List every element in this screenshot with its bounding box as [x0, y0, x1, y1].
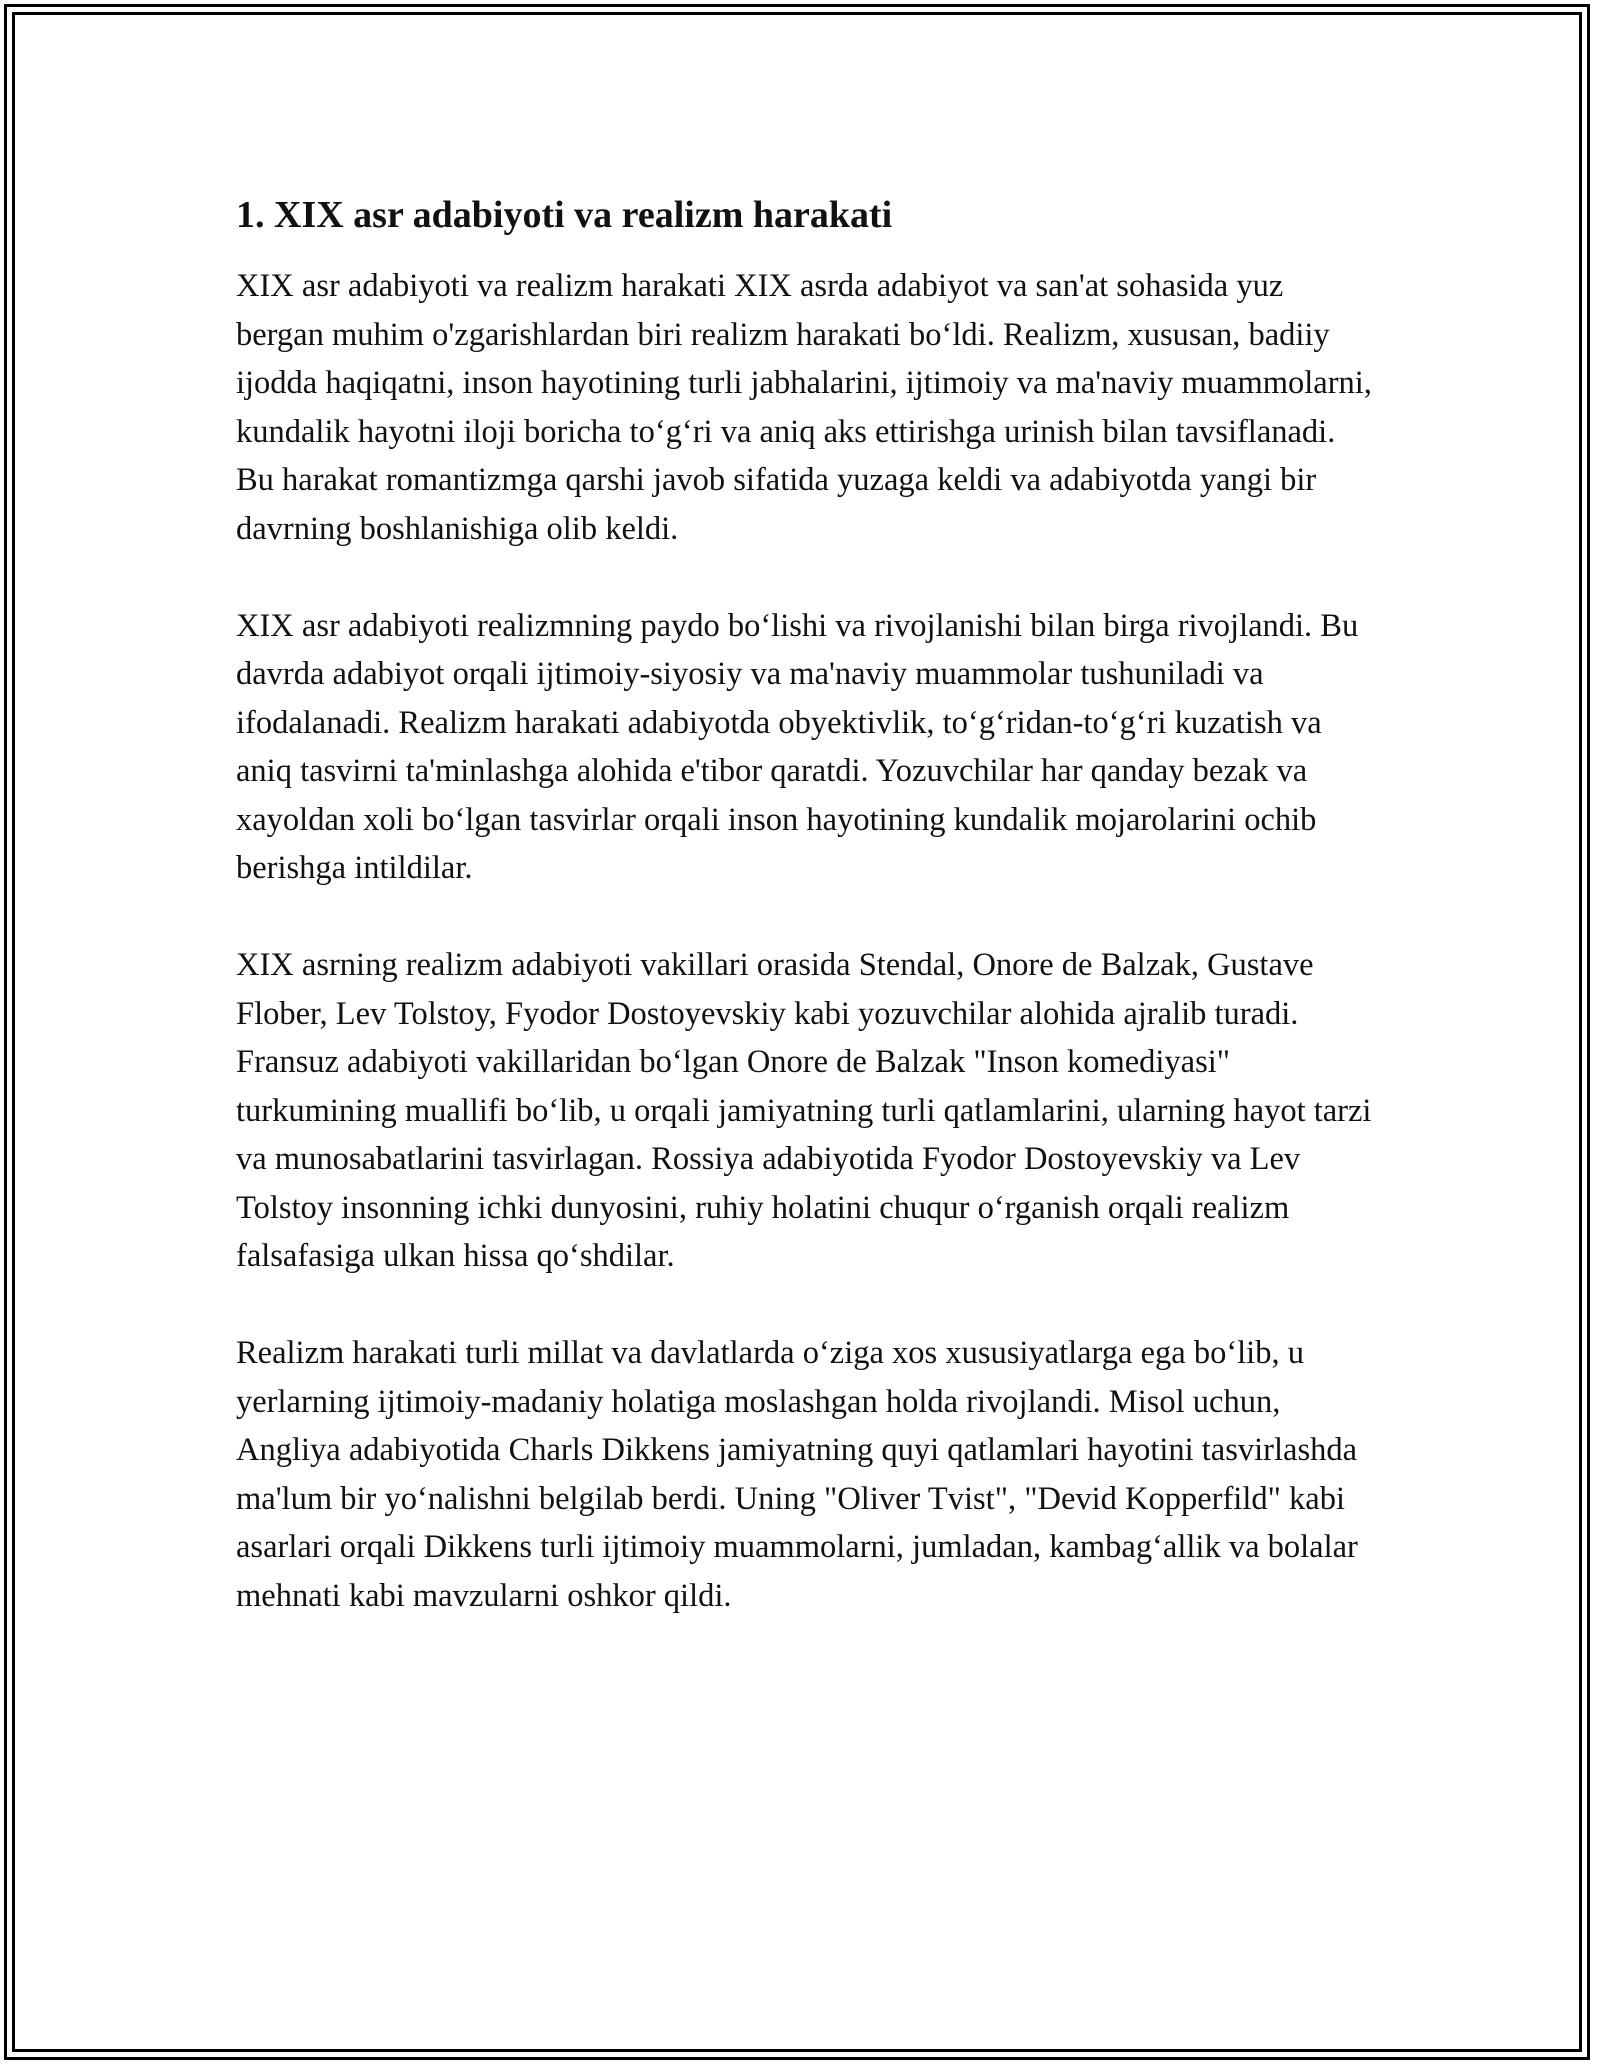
paragraph-3: XIX asrning realizm adabiyoti vakillari orasida Stendal, Onore de Balzak, Gustave Flober, Lev Tolstoy, Fyodor Dostoyevskiy kabi yozuvchilar alohida ajralib turadi. Fransuz adabiyoti vakillaridan boʻlgan Onore de Balzak "Inson komediyasi" turkumining muallifi boʻlib, u orqali jamiyatning turli qatlamlarini, ularning hayot tarzi va munosabatlarini tasvirlagan. Rossiya adabiyotida Fyodor Dostoyevskiy va Lev Tolstoy insonning ichki dunyosini, ruhiy holatini chuqur oʻrganish orqali realizm falsafasiga ulkan hissa qoʻshdilar. [236, 947, 1372, 1274]
paragraph-2: XIX asr adabiyoti realizmning paydo boʻlishi va rivojlanishi bilan birga rivojlandi. Bu davrda adabiyot orqali ijtimoiy-siyosiy va ma'naviy muammolar tushuniladi va ifodalanadi. Realizm harakati adabiyotda obyektivlik, toʻgʻridan-toʻgʻri kuzatish va aniq tasvirni ta'minlashga alohida e'tibor qaratdi. Yozuvchilar har qanday bezak va xayoldan xoli boʻlgan tasvirlar orqali inson hayotining kundalik mojarolarini ochib berishga intildilar. [236, 607, 1359, 886]
paragraph-4: Realizm harakati turli millat va davlatlarda oʻziga xos xususiyatlarga ega boʻlib, u yerlarning ijtimoiy-madaniy holatiga moslashgan holda rivojlandi. Misol uchun, Angliya adabiyotida Charls Dikkens jamiyatning quyi qatlamlari hayotini tasvirlashda ma'lum bir yoʻnalishni belgilab berdi. Uning "Oliver Tvist", "Devid Kopperfild" kabi asarlari orqali Dikkens turli ijtimoiy muammolarni, jumladan, kambagʻallik va bolalar mehnati kabi mavzularni oshkor qildi. [236, 1335, 1358, 1614]
document-body [236, 192, 1372, 1669]
section-heading: 1. XIX asr adabiyoti va realizm harakati [236, 194, 893, 236]
paragraph-1: XIX asr adabiyoti va realizm harakati XIX asrda adabiyot va san'at sohasida yuz bergan muhim o'zgarishlardan biri realizm harakati boʻldi. Realizm, xususan, badiiy ijodda haqiqatni, inson hayotining turli jabhalarini, ijtimoiy va ma'naviy muammolarni, kundalik hayotni iloji boricha toʻgʻri va aniq aks ettirishga urinish bilan tavsiflanadi. Bu harakat romantizmga qarshi javob sifatida yuzaga keldi va adabiyotda yangi bir davrning boshlanishiga olib keldi. [236, 268, 1372, 547]
